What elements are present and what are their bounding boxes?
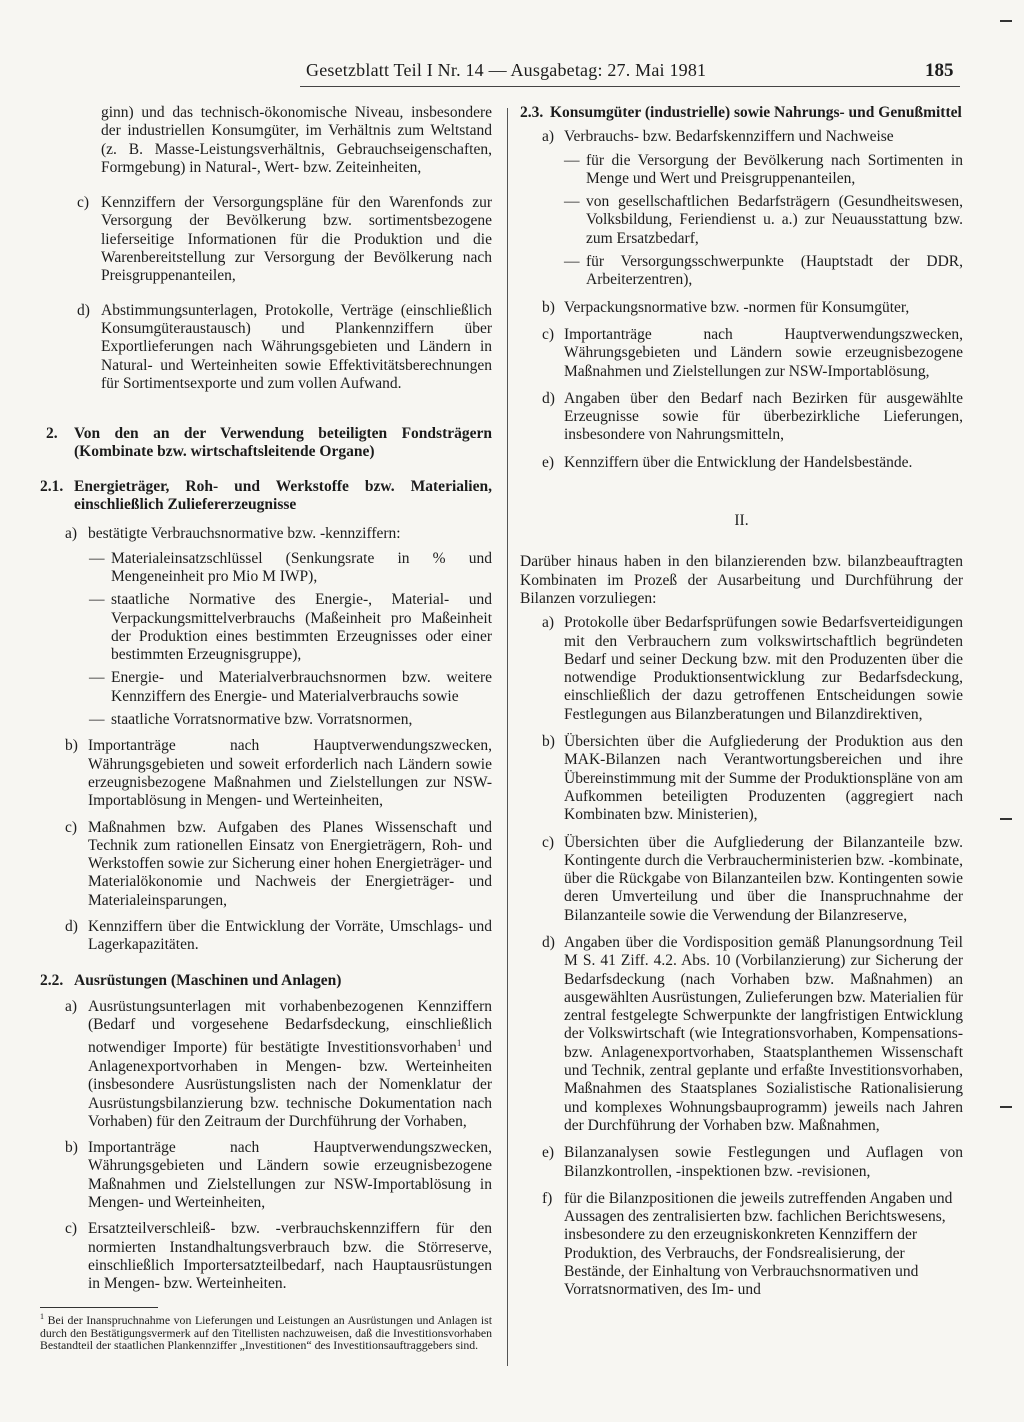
- section-heading-2-3: [520, 104, 963, 122]
- item-text: bestätigte Verbrauchsnormative bzw. -kennziffern:: [88, 525, 401, 543]
- item-text: Importanträge nach Hauptverwendungszwecken, Währungsgebieten und soweit erforderlich nach Ländern sowie erzeugnisbezogene Maßnahmen und Zielstellungen zur NSW-Importablösung in Mengen- und Werteinheiten,: [88, 737, 492, 810]
- section-heading-2: [40, 425, 492, 462]
- item-label: f): [542, 1189, 553, 1207]
- dash-text: von gesellschaftlichen Bedarfsträgern (Gesundheitswesen, Volksbildung, Feriendienst u. a.) zur Neuausstattung bzw. zum Ersatzbedarf,: [586, 193, 963, 247]
- section-number: 2.3.: [520, 104, 544, 121]
- part-intro: Darüber hinaus haben in den bilanzierenden bzw. bilanzbeauftragten Kombinaten im Prozeß der Ausarbeitung und Durchführung der Bilanzen vorzuliegen:: [520, 553, 963, 607]
- dash-item: — staatliche Normative des Energie-, Material- und Verpackungsmittelverbrauchs (Maßeinheit pro Maßeinheit der Produktion eines bestimmten Erzeugnisses oder einer bestimmten Erzeugnisgruppe),: [89, 591, 492, 664]
- list-item: [40, 1220, 492, 1293]
- item-text: Übersichten über die Aufgliederung der Produktion aus den MAK-Bilanzen nach Verantwortungsbereichen und ihre Übereinstimmung mit der Summe der Produktionspläne von am Aufkommen beteiligten Produzenten (aggregiert nach Kombinaten bzw. Ministerien),: [564, 733, 963, 824]
- list-item: [520, 733, 963, 824]
- item-label: c): [65, 1220, 78, 1238]
- margin-mark: [1000, 1106, 1012, 1108]
- footnote: [40, 1311, 492, 1351]
- dash-text: staatliche Vorratsnormative bzw. Vorratsnormen,: [111, 711, 413, 729]
- item-text: Kennziffern über die Entwicklung der Vorräte, Umschlags- und Lagerkapazitäten.: [88, 917, 492, 954]
- item-text: Maßnahmen bzw. Aufgaben des Planes Wissenschaft und Technik zum rationellen Einsatz von Energieträgern, Roh- und Werkstoffen sowie zur Sicherung einer hohen Energieträger- und Materialökonomie und Nachweis der Energieträger- und Materialeinsparungen,: [88, 818, 492, 909]
- list-item: [520, 614, 963, 724]
- item-label: d): [77, 301, 90, 319]
- list-item: [520, 1144, 963, 1181]
- list-item: [40, 918, 492, 955]
- section-title: Von den an der Verwendung beteiligten Fondsträgern (Kombinate bzw. wirtschaftsleitende Organe): [74, 425, 492, 461]
- item-text: Angaben über den Bedarf nach Bezirken für ausgewählte Erzeugnisse sowie für überbezirkliche Lieferungen, insbesondere von Nahrungsmitteln,: [564, 389, 963, 444]
- list-item: [520, 390, 963, 445]
- item-label: b): [542, 298, 555, 316]
- list-item: [520, 299, 963, 317]
- item-label: a): [65, 997, 78, 1015]
- list-item: [40, 525, 492, 543]
- page-header: [0, 60, 1024, 84]
- dash-text: Energie- und Materialverbrauchsnormen bzw. weitere Kennziffern des Energie- und Materialverbrauchs sowie: [111, 669, 492, 705]
- item-label: b): [542, 733, 555, 751]
- dash-list: [89, 550, 492, 730]
- item-text: für die Bilanzpositionen die jeweils zutreffenden Angaben und Aussagen des zentralisierten bzw. fachlichen Berichtswesens, insbesondere zu den erzeugniskonkreten Kennziffern der Produktion, des Verbrauchs, der Fondsrealisierung, der Bestände, der Einhaltung von Verbrauchsnormativen und Vorratsnormativen, des Im- und: [564, 1189, 953, 1299]
- section-title: Energieträger, Roh- und Werkstoffe bzw. Materialien, einschließlich Zuliefererzeugnisse: [74, 477, 492, 514]
- section-title: Ausrüstungen (Maschinen und Anlagen): [74, 971, 342, 989]
- dash-item: — für Versorgungsschwerpunkte (Hauptstadt der DDR, Arbeiterzentren),: [564, 253, 963, 289]
- footnote-text: Bei der Inanspruchnahme von Lieferungen und Leistungen an Ausrüstungen und Anlagen ist durch den Bestätigungsvermerk auf den Titellisten nachzuweisen, daß die Investitionsvorhaben Bestandteil der staatlichen Plankennziffer „Investitionen“ des Investitionsauftraggebers sind.: [40, 1313, 492, 1352]
- item-label: c): [65, 818, 78, 836]
- item-text: Kennziffern der Versorgungspläne für den Warenfonds zur Versorgung der Bevölkerung bzw. sortimentsbezogene lieferseitige Informationen für die Produktion und die Warenbereitstellung zur Versorgung der Bevölkerung nach Preisgruppenanteilen,: [101, 194, 492, 285]
- item-text: Importanträge nach Hauptverwendungszwecken, Währungsgebieten und Ländern sowie erzeugnisbezogene Maßnahmen und Zielstellungen zur NSW-Importablösung in Mengen- und Werteinheiten,: [88, 1139, 492, 1211]
- dash-text: staatliche Normative des Energie-, Material- und Verpackungsmittelverbrauchs (Maßeinheit pro Maßeinheit der Produktion eines bestimmten Erzeugnisses oder einer bestimmten Erzeugnisgruppe),: [111, 591, 492, 664]
- list-item: [40, 819, 492, 910]
- item-text: Protokolle über Bedarfsprüfungen sowie Bedarfsverteidigungen mit den Verbrauchern zum volkswirtschaftlich begründeten Bedarf und seiner Deckung bzw. mit den Produzenten über die notwendige Produktionsentwicklung zur Bedarfsdeckung, einschließlich der dazu getroffenen Entscheidungen sowie Festlegungen aus Bilanzberatungen und Bilanzdirektiven,: [564, 614, 963, 723]
- section-title: Konsumgüter (industrielle) sowie Nahrungs- und Genußmittel: [550, 104, 962, 121]
- item-text: Angaben über die Vordisposition gemäß Planungsordnung Teil M S. 41 Ziff. 4.2. Abs. 10 (Vorbilanzierung) zur Sicherung der Bedarfsdeckung (nach Vorhaben bzw. Maßnahmen) an ausgewählten Ausrüstungen, Zulieferungen bzw. Materialien für zentral festgelegte Schwerpunkte der langfristigen Entwicklung der Volkswirtschaft (wie Integrationsvorhaben, Kompensations- bzw. Anlagenexportvorhaben, Staatsplanthemen Wissenschaft und Technik, zentral geplante und erfaßte Investitionsvorhaben, Maßnahmen des Staatsplanes Sozialistische Rationalisierung und komplexes Wohnungsbauprogramm) jeweils nach Jahren der Durchführung der Vorhaben bzw. Maßnahmen,: [564, 933, 963, 1134]
- item-text: Verpackungsnormative bzw. -normen für Konsumgüter,: [564, 298, 910, 316]
- section-number: 2.1.: [40, 477, 64, 495]
- list-item: [40, 737, 492, 810]
- list-item: [520, 454, 963, 472]
- item-label: b): [65, 1139, 78, 1157]
- item-text: Übersichten über die Aufgliederung der Bilanzanteile bzw. Kontingente durch die Verbraucherministerien bzw. -kombinate, über die Rückgabe von Bilanzanteilen bzw. Kontingenten sowie deren Umverteilung und über die Inanspruchnahme der Bilanzanteile sowie die Verwendung der Bilanzreserve,: [564, 833, 963, 924]
- item-label: c): [542, 325, 555, 343]
- list-item: [520, 128, 963, 146]
- item-label: d): [542, 933, 555, 951]
- item-label: a): [542, 128, 555, 146]
- column-divider: [507, 108, 508, 1366]
- dash-item: — für die Versorgung der Bevölkerung nach Sortimenten in Menge und Wert und Preisgruppenanteilen,: [564, 151, 963, 187]
- dash-text: für die Versorgung der Bevölkerung nach Sortimenten in Menge und Wert und Preisgruppenanteilen,: [586, 151, 963, 187]
- margin-mark: [1000, 818, 1012, 820]
- item-text: Ausrüstungsunterlagen mit vorhabenbezogenen Kennziffern (Bedarf und vorgesehene Bedarfsdeckung, einschließlich notwendiger Importe) für bestätigte Investitionsvorhaben$^1$ und Anlagenexportvorhaben in Mengen- bzw. Werteinheiten (insbesondere Ausrüstungslisten nach der Nomenklatur der Ausrüstungsbilanzierung bzw. technische Dokumentation nach Vorhaben) für den Zeitraum der Durchführung der Vorhaben,: [88, 997, 492, 1130]
- list-item: [520, 326, 963, 381]
- part-heading: II.: [734, 512, 749, 530]
- item-text: Bilanzanalysen sowie Festlegungen und Auflagen von Bilanzkontrollen, -inspektionen bzw. -revisionen,: [564, 1144, 963, 1180]
- dash-list: [564, 152, 963, 290]
- section-number: 2.2.: [40, 971, 64, 989]
- page-number: 185: [925, 60, 954, 81]
- footnote-rule: [40, 1307, 158, 1308]
- item-label: c): [542, 833, 555, 851]
- dash-item: — Energie- und Materialverbrauchsnormen bzw. weitere Kennziffern des Energie- und Materialverbrauchs sowie: [89, 669, 492, 705]
- item-label: d): [65, 917, 78, 935]
- dash-text: für Versorgungsschwerpunkte (Hauptstadt der DDR, Arbeiterzentren),: [586, 253, 963, 289]
- section-heading-2-2: [40, 972, 492, 990]
- item-label: e): [542, 453, 555, 471]
- footnote-ref[interactable]: 1: [456, 1038, 462, 1049]
- list-item: [520, 934, 963, 1135]
- item-label: b): [65, 737, 78, 755]
- intro-paragraph: ginn) und das technisch-ökonomische Niveau, insbesondere der industriellen Konsumgüter, im Verhältnis zum Weltstand (z. B. Masse-Leistungsverhältnis, Gebrauchseigenschaften, Formgebung) in Natural-, Wert- bzw. Zeiteinheiten,: [101, 104, 492, 176]
- item-text: Abstimmungsunterlagen, Protokolle, Verträge (einschließlich Konsumgüteraustausch) und Plankennziffern über Exportlieferungen nach Währungsgebieten und Ländern in Natural- und Werteinheiten sowie Effektivitätsberechnungen für Sortimentsexporte und zum vollen Aufwand.: [101, 301, 492, 392]
- item-label: d): [542, 389, 555, 407]
- item-label: e): [542, 1144, 555, 1162]
- left-column: [40, 104, 492, 1351]
- list-item: [40, 302, 492, 393]
- item-text: Ersatzteilverschleiß- bzw. -verbrauchskennziffern für den normierten Instandhaltungsverbrauch bzw. die Störreserve, einschließlich Importersatzteilbedarf, nach Hauptausrüstungen in Mengen- bzw. Werteinheiten.: [88, 1220, 492, 1293]
- dash-text: Materialeinsatzschlüssel (Senkungsrate in % und Mengeneinheit pro Mio M IWP),: [111, 549, 492, 585]
- header-rule: [300, 86, 960, 87]
- item-label: a): [542, 614, 555, 632]
- item-label: c): [77, 194, 90, 212]
- list-item: [520, 1190, 963, 1300]
- section-heading-2-1: [40, 478, 492, 515]
- dash-item: — staatliche Vorratsnormative bzw. Vorratsnormen,: [89, 711, 492, 729]
- list-item: [40, 998, 492, 1131]
- list-item: [520, 834, 963, 925]
- list-item: [40, 194, 492, 285]
- right-column: [520, 104, 963, 1300]
- dash-item: — von gesellschaftlichen Bedarfsträgern (Gesundheitswesen, Volksbildung, Feriendienst u. a.) zur Neuausstattung bzw. zum Ersatzbedarf,: [564, 193, 963, 247]
- footnote-mark: 1: [40, 1312, 44, 1322]
- item-text: Kennziffern über die Entwicklung der Handelsbestände.: [564, 453, 913, 471]
- item-label: a): [65, 525, 78, 543]
- header-title: Gesetzblatt Teil I Nr. 14 — Ausgabetag: 27. Mai 1981: [306, 60, 707, 80]
- list-item: [40, 1139, 492, 1212]
- margin-mark: [1000, 20, 1012, 22]
- item-text: Importanträge nach Hauptverwendungszwecken, Währungsgebieten und Ländern sowie erzeugnisbezogene Maßnahmen und Zielstellungen zur NSW-Importablösung,: [564, 325, 963, 380]
- item-text: Verbrauchs- bzw. Bedarfskennziffern und Nachweise: [564, 128, 894, 146]
- section-number: 2.: [46, 425, 58, 443]
- dash-item: — Materialeinsatzschlüssel (Senkungsrate in % und Mengeneinheit pro Mio M IWP),: [89, 549, 492, 585]
